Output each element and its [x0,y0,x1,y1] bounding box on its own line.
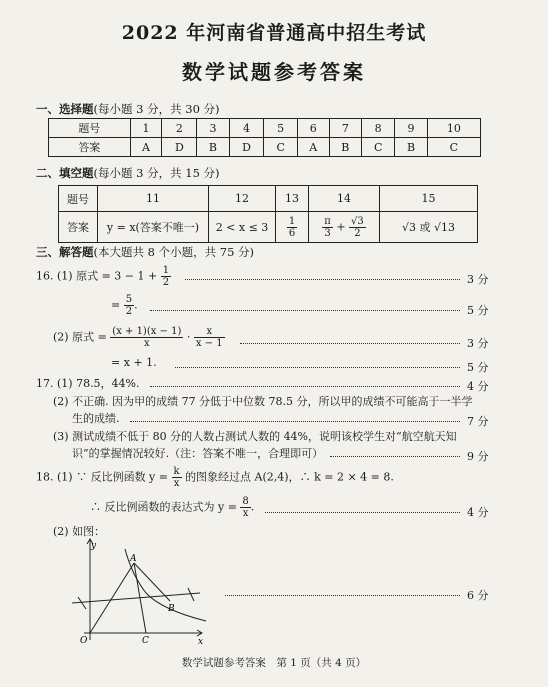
q18-part2: (2) 如图： [53,525,106,538]
q18-part1-line1 [36,466,394,489]
multiply-dot: · [186,330,191,344]
q17-part2-line1: (2) 不正确. 因为甲的成绩 77 分低于中位数 78.5 分，所以甲的成绩不可能高于一半学 [53,395,473,408]
segment-oa [90,563,134,633]
table-cell: 6 [297,119,329,138]
section1-title: 一、选择题 [36,102,94,116]
table-cell: 1 [130,119,162,138]
table-cell [276,212,309,243]
denominator: 2 [125,306,133,317]
section3-title: 三、解答题 [36,245,94,259]
q17-part2-line2: 生的成绩. [72,412,120,425]
dot-leader [330,456,460,457]
label-c: C [142,636,149,645]
table-cell: 题号 [49,119,131,138]
section1-heading [36,101,220,117]
table-cell: 4 [229,119,264,138]
table-cell: y = x(答案不唯一) [98,212,209,243]
section2-heading [36,165,220,181]
q17-part1: 17. (1) 78.5，44%. [36,377,140,390]
table-cell: 9 [395,119,427,138]
denominator: 3 [324,227,331,239]
table-cell: 答案 [59,212,98,243]
table-cell: B [395,138,427,157]
table-cell: 12 [209,186,276,212]
q16-part2 [53,326,225,349]
table-cell: 10 [427,119,480,138]
table-cell: 答案 [49,138,131,157]
period: . [134,298,138,312]
q16-part1-text: 16. (1) 原式 = 3 − 1 + [36,269,158,283]
hyperbola-curve [125,549,206,621]
numerator: 8 [242,496,249,507]
numerator: √3 [351,215,364,227]
label-o: O [80,636,88,645]
score-label: 6 分 [467,589,489,602]
score-label: 3 分 [467,273,489,286]
equals-sign: = [111,298,121,312]
fraction [240,496,250,519]
score-label: 5 分 [467,304,489,317]
table-row [49,119,481,138]
numerator: (x + 1)(x − 1) [112,326,182,337]
table-cell: 2 < x ≤ 3 [209,212,276,243]
perpendicular-bisector [72,593,200,603]
plus-sign: + [336,220,346,233]
table-cell [309,212,380,243]
denominator: x − 1 [195,338,223,349]
section3-heading [36,244,254,260]
table-cell: 2 [162,119,197,138]
table-cell: D [229,138,264,157]
table-cell: 5 [264,119,297,138]
function-graph [70,535,210,645]
q17-part3-line2: 识”的掌握情况较好.（注：答案不唯一，合理即可） [72,447,324,460]
dot-leader [265,512,460,513]
exam-title: 2022 年河南省普通高中招生考试 [121,22,427,44]
score-label: 7 分 [467,415,489,428]
q17-part3-line1: (3) 测试成绩不低于 80 分的人数占测试人数的 44%，说明该校学生对“航空航天知 [53,430,457,443]
fraction [322,216,333,239]
table-cell: C [361,138,394,157]
table-cell: √3 或 √13 [380,212,478,243]
fraction [287,216,297,239]
table-cell: C [264,138,297,157]
table-cell: 8 [361,119,394,138]
fraction [194,326,225,349]
fraction [161,265,171,288]
period: . [250,500,255,514]
table-cell: 3 [197,119,229,138]
arc-mark [188,588,194,601]
label-x: x [198,637,204,645]
dot-leader [130,421,460,422]
numerator: k [173,466,180,477]
denominator: 6 [288,227,296,239]
fraction [110,326,183,349]
fraction [172,466,182,489]
fill-answer-table [58,185,478,243]
table-cell: 13 [276,186,309,212]
numerator: x [194,326,225,338]
denominator: x [173,478,180,489]
numerator: 1 [162,265,170,276]
denominator: 2 [354,227,361,239]
choice-answer-table [48,118,481,157]
score-label: 9 分 [467,450,489,463]
q18-text: 18. (1) ∵ 反比例函数 y = [36,470,168,484]
q18-text-rest: 的图象经过点 A(2,4)，∴ k = 2 × 4 = 8. [185,470,394,484]
dot-leader [225,595,460,596]
q18-part1-line2 [90,496,254,519]
table-cell: 7 [329,119,361,138]
section1-note: (每小题 3 分，共 30 分) [93,102,220,116]
table-cell: A [297,138,329,157]
table-cell: 题号 [59,186,98,212]
q16-part2-result: = x + 1. [111,356,157,369]
section3-note: (本大题共 8 个小题，共 75 分) [93,245,255,259]
table-cell: D [162,138,197,157]
dot-leader [150,386,460,387]
table-cell: B [197,138,229,157]
denominator: x [242,508,249,519]
score-label: 5 分 [467,361,489,374]
table-cell: A [130,138,162,157]
score-label: 4 分 [467,506,489,519]
denominator: 2 [162,277,170,288]
label-b: B [168,604,175,614]
label-a: A [130,554,137,564]
table-row [49,138,481,157]
arc-mark [78,597,86,609]
fraction [124,294,134,317]
denominator: x [144,338,150,349]
table-cell: 15 [380,186,478,212]
page-title: 数学试题参考答案 [182,60,366,84]
dot-leader [150,310,460,311]
dot-leader [240,343,460,344]
fraction [349,216,366,239]
table-row [59,186,478,212]
section2-title: 二、填空题 [36,166,94,180]
numerator: π [324,215,331,227]
table-cell: 14 [309,186,380,212]
label-y: y [91,541,97,551]
dot-leader [185,279,460,280]
table-cell: 11 [98,186,209,212]
numerator: 1 [288,215,296,227]
q16-part1 [36,265,171,288]
q16-part2-text: (2) 原式 = [53,330,107,344]
section2-note: (每小题 3 分，共 15 分) [93,166,220,180]
score-label: 4 分 [467,380,489,393]
dot-leader [175,367,460,368]
q18-expression-text: ∴ 反比例函数的表达式为 y = [90,500,237,514]
q16-part1-result [111,294,138,317]
table-row [59,212,478,243]
table-cell: C [427,138,480,157]
score-label: 3 分 [467,337,489,350]
table-cell: B [329,138,361,157]
page-footer: 数学试题参考答案 第 1 页（共 4 页） [181,657,367,669]
numerator: 5 [125,294,133,305]
